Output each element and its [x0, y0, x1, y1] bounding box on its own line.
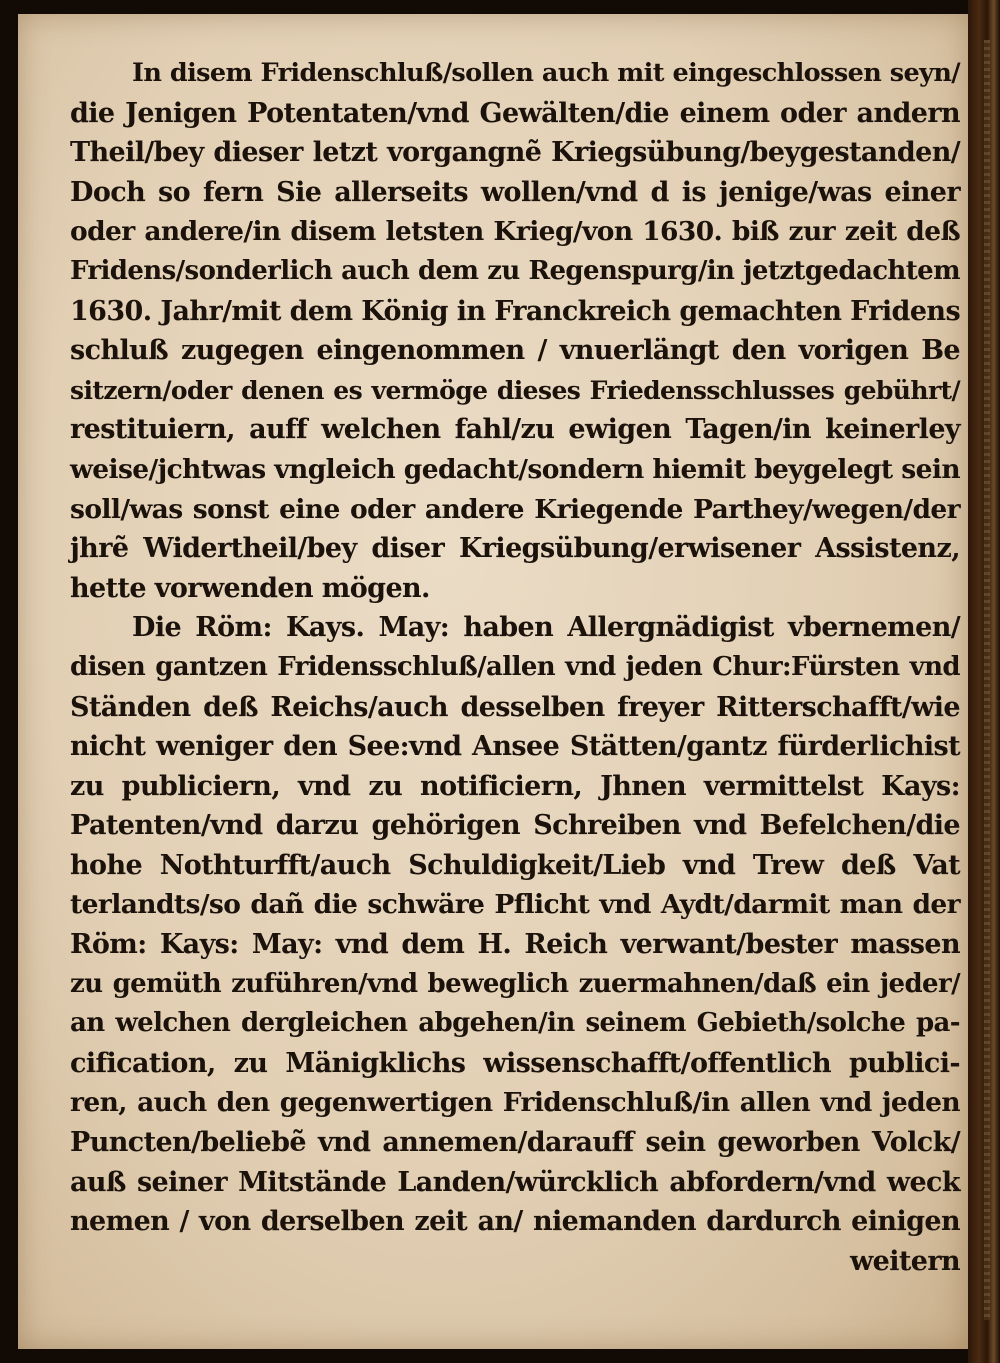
text-line: cification, zu Mänigklichs wissenschafft/offentlich publici- [70, 1047, 960, 1079]
text-line: Puncten/beliebẽ vnd annemen/darauff sein geworben Volck/ [70, 1127, 960, 1159]
text-line: soll/was sonst eine oder andere Kriegende Parthey/wegen/der [70, 493, 960, 525]
text-line: Röm: Kays: May: vnd dem H. Reich verwant/bester massen [70, 929, 960, 961]
text-line: an welchen dergleichen abgehen/in seinem Gebieth/solche pa- [70, 1008, 960, 1039]
catchword: weitern [850, 1245, 960, 1277]
paper-page [18, 14, 968, 1349]
text-line: nemen / von derselben zeit an/ niemanden dardurch einigen [70, 1206, 960, 1238]
text-line: In disem Fridenschluß/sollen auch mit eingeschlossen seyn/ [132, 58, 960, 88]
text-line: disen gantzen Fridensschluß/allen vnd jeden Chur:Fürsten vnd [70, 651, 960, 682]
text-line: Theil/bey dieser letzt vorgangnẽ Kriegsübung/beygestanden/ [70, 137, 960, 169]
text-line: auß seiner Mitstände Landen/würcklich abfordern/vnd weck [70, 1166, 960, 1198]
text-line: Fridens/sonderlich auch dem zu Regenspurg/in jetztgedachtem [70, 255, 960, 286]
page-edges [984, 40, 990, 1320]
text-line: Doch so fern Sie allerseits wollen/vnd d is jenige/was einer [70, 176, 960, 208]
text-line: Die Röm: Kays. May: haben Allergnädigist vbernemen/ [132, 612, 960, 644]
text-line: sitzern/oder denen es vermöge dieses Friedensschlusses gebührt/ [70, 375, 960, 405]
text-line: hohe Nothturfft/auch Schuldigkeit/Lieb vnd Trew deß Vat [70, 849, 960, 881]
text-line: nicht weniger den See:vnd Ansee Stätten/gantz fürderlichist [70, 731, 960, 763]
text-line: die Jenigen Potentaten/vnd Gewälten/die einem oder andern [70, 97, 960, 129]
text-line: terlandts/so dañ die schwäre Pflicht vnd Aydt/darmit man der [70, 889, 960, 921]
text-line: ren, auch den gegenwertigen Fridenschluß/in allen vnd jeden [70, 1087, 960, 1119]
text-line: Ständen deß Reichs/auch desselben freyer Ritterschafft/wie [70, 691, 960, 723]
text-line: hette vorwenden mögen. [70, 572, 430, 604]
printed-text-block [70, 54, 960, 1281]
text-line: Patenten/vnd darzu gehörigen Schreiben vnd Befelchen/die [70, 810, 960, 842]
text-line: weise/jchtwas vngleich gedacht/sondern hiemit beygelegt sein [70, 453, 960, 485]
text-line: schluß zugegen eingenommen / vnuerlängt den vorigen Be [70, 335, 960, 367]
text-line: zu publiciern, vnd zu notificiern, Jhnen vermittelst Kays: [70, 770, 960, 802]
book-spine [968, 0, 1000, 1363]
text-line: zu gemüth zuführen/vnd beweglich zuermahnen/daß ein jeder/ [70, 968, 960, 999]
text-line: 1630. Jahr/mit dem König in Franckreich gemachten Fridens [70, 295, 961, 327]
text-line: oder andere/in disem letsten Krieg/von 1630. biß zur zeit deß [70, 216, 960, 248]
text-line: jhrẽ Widertheil/bey diser Kriegsübung/erwisener Assistenz, [70, 533, 960, 565]
text-line: restituiern, auff welchen fahl/zu ewigen Tagen/in keinerley [70, 414, 960, 446]
